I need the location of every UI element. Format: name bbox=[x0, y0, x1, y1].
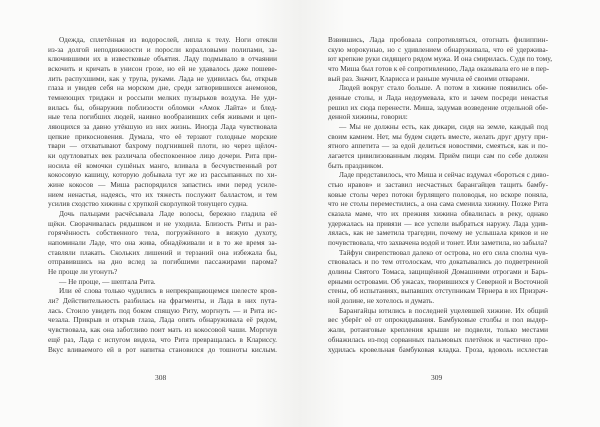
text-line: вилась бы, обнаружив поблизости обломки «Амок Лайта» и блед- bbox=[48, 102, 277, 112]
text-line: усилив сходство хижины с хрупкой скорлупкой тонущего судна. bbox=[48, 199, 248, 209]
page-number-left: 308 bbox=[155, 373, 167, 382]
text-line: из-за долгой неподвижности и поросли коралловыми полипами, за- bbox=[48, 44, 277, 54]
right-page-text bbox=[328, 35, 553, 354]
text-line: напоминали Ладе, что она жива, обнадёживали и в то же время за- bbox=[48, 238, 277, 248]
text-line: стью нравов» и заставил несчастных барангайцев тащить бамбу- bbox=[328, 180, 548, 190]
text-line: чувствовала, как она заботливо поит мать из кокосовой чаши. Моргнув bbox=[48, 325, 277, 335]
text-line: худилась кровельная бамбуковая кладка. Гроза, вдоволь исхлестав bbox=[328, 344, 548, 354]
text-line: нием ненастья, надеясь, что их тяжесть послужит балластом, и тем bbox=[48, 189, 277, 199]
text-line: носила ей комочки сушёных манго, вливала в бесчувственный рот bbox=[48, 160, 277, 170]
text-line: Одежда, сплетённая из водорослей, липла к телу. Ноги отекли bbox=[59, 35, 277, 44]
text-line: глаза и увидев себя на морском дне, среди затворившихся анемонов, bbox=[48, 83, 277, 93]
text-line: — Мы не должны есть, как дикари, сидя на земле, каждый под bbox=[339, 122, 548, 132]
text-line: Людей вокруг стало больше. А потом в хижине появились обе- bbox=[339, 83, 548, 93]
text-line: сказала маме, что их прежняя хижина обвалилась в реку, однако bbox=[328, 209, 548, 219]
text-line: вскочить и кричать в унисон грозе, но ей не удавалось даже пошеве- bbox=[48, 64, 277, 74]
text-line: ерными островами. Об ужасах, творившихся у Северной и Восточной bbox=[328, 276, 548, 286]
text-line: Вкус вливаемого ей в рот напитка становился до тошноты кислым. bbox=[48, 344, 277, 354]
text-line: ки одутловатых век различала обеспокоенное лицо дочери. Рита при- bbox=[48, 151, 277, 161]
text-line: вес уберёг её от опрокидывания. Бамбуковые столбы и пол выдер- bbox=[328, 315, 548, 325]
text-line: что Миша был готов к её сопротивлению, Лада оказывала его не в пер- bbox=[328, 64, 550, 74]
text-line: чезала. Прикрыв и открыв глаза, Лада опять обнаруживала её рядом, bbox=[48, 315, 277, 325]
text-line: лялась, как не заметила трагедии, почему не услышала криков и не bbox=[328, 228, 548, 238]
text-line: жине кокосов — Миша распорядился запастись ими перед усиле- bbox=[48, 180, 277, 190]
text-line: быть праздником. bbox=[328, 160, 384, 170]
text-line: горячённость собственного тела, погружённого в вязкую духоту, bbox=[48, 228, 277, 238]
text-line: Взвившись, Лада пробовала сопротивляться, отогнать филиппин- bbox=[328, 35, 548, 44]
text-line: удержалась на привязи — все успели выбраться наружу. Лада удив- bbox=[328, 218, 548, 228]
text-line: темнеющих тридакн и россыпи мелких пузырьков воздуха. Не уди- bbox=[48, 93, 277, 103]
text-line: ставляли плакать. Скольких лишений и терзаний она избежала бы, bbox=[48, 247, 277, 257]
text-line: скую морокунью, но с удивлением обнаруживала, что её удержива- bbox=[328, 44, 548, 54]
text-line: ли? Действительность разбилась на фрагменты, и Лада в них пута- bbox=[48, 296, 277, 306]
text-line: долины Святого Томаса, защищённой Домашними отрогами и Барь- bbox=[328, 267, 548, 277]
left-page-text bbox=[48, 35, 277, 354]
text-line: ют крепкие руки сидящего рядом мужа. И она смирилась. Судя по тому, bbox=[328, 54, 553, 64]
text-line: ключившими их в известковые объятия. Ладу подмывало в отчаянии bbox=[48, 54, 277, 64]
text-line: денные столы, и Лада недоумевала, кто и зачем посреди ненастья bbox=[328, 93, 548, 103]
text-line: ной долине, не хотелось и думать. bbox=[328, 296, 435, 306]
text-line: цепкие прикосновения. Думала, что её терзают голодные морские bbox=[48, 131, 277, 141]
text-line: отправившись на дно вслед за погибшими пассажирами парома? bbox=[48, 257, 277, 267]
text-line: ещё раз, Лада с испугом видела, что Рита превращалась в Клариссу. bbox=[48, 334, 277, 344]
text-line: Барангайцы ютились в последней уцелевшей хижине. Их общий bbox=[339, 305, 548, 315]
text-line: Дочь пальцами расчёсывала Ладе волосы, бережно гладила её bbox=[59, 209, 277, 219]
text-line: ковые столы через потоки бурлящего половодья, но вскоре поняла, bbox=[328, 189, 548, 199]
text-line: обнажилась из-под сорванных пальмовых плетёнок и частично про- bbox=[328, 334, 548, 344]
text-line: Не проще ли утонуть? bbox=[48, 267, 118, 277]
text-line: лась. Стоило увидеть под боком спящую Риту, моргнуть — и Рита ис- bbox=[48, 305, 277, 315]
page-number-right: 309 bbox=[431, 373, 443, 382]
text-line: — Не проще, — шептала Рита. bbox=[59, 276, 156, 286]
text-line: Или её слова только чудились в непрекращающемся шелесте кров- bbox=[59, 286, 277, 296]
text-line: вый раз. Значит, Кларисса и раньше мучила её своими отварами. bbox=[328, 73, 530, 83]
text-line: своим камнем. Нет, мы будем сидеть вместе, желать друг другу при- bbox=[328, 131, 548, 141]
text-line: стены, об испытаниях, выпавших отступникам Тёрнера в их Призрач- bbox=[328, 286, 548, 296]
text-line: денной хижины, говорил: bbox=[328, 112, 408, 122]
text-line: ляющихся за давно утёкшую из них жизнь. Иногда Лада чувствовала bbox=[48, 122, 277, 132]
text-line: кокосовую кашицу, которую добывала тут же из рассыпанных по хи- bbox=[48, 170, 277, 180]
text-line: Тайфун свирепствовал далеко от острова, но его сила сполна чув- bbox=[339, 247, 548, 257]
text-line: ятного аппетита — за едой делиться новостями, смеяться, как и по- bbox=[328, 141, 548, 151]
text-line: решил их сюда перенести. Миша, задумав возведение отдельной обе- bbox=[328, 102, 548, 112]
text-line: почувствовала, что захвачена водой и тонет. Или заметила, но забыла? bbox=[328, 238, 548, 248]
text-line: Ладе представилось, что Миша и сейчас вздумал «бороться с диво- bbox=[339, 170, 549, 180]
text-line: лагается цивилизованным людям. Приём пищи сам по себе должен bbox=[328, 151, 548, 161]
text-line: что не столы переместились, а она сама сменила хижину. Позже Рита bbox=[328, 199, 548, 209]
text-line: щёки. Сворачивалась рядышком и не уходила. Близость Риты и раз- bbox=[48, 218, 277, 228]
right-page bbox=[300, 0, 600, 427]
text-line: жали, ротанговые крепления крыши не подвели, только местами bbox=[328, 325, 548, 335]
text-line: твари — отхватывают бахрому подгнившей плоти, но через щёлоч- bbox=[48, 141, 277, 151]
text-line: ствовалась и по тем отголоскам, что докатывались до подветренной bbox=[328, 257, 548, 267]
text-line: лить распухшими, как у трупа, руками. Лада не удивилась бы, открыв bbox=[48, 73, 277, 83]
text-line: ные тела погибших людей, наивно вообразивших себя живыми и цеп- bbox=[48, 112, 277, 122]
